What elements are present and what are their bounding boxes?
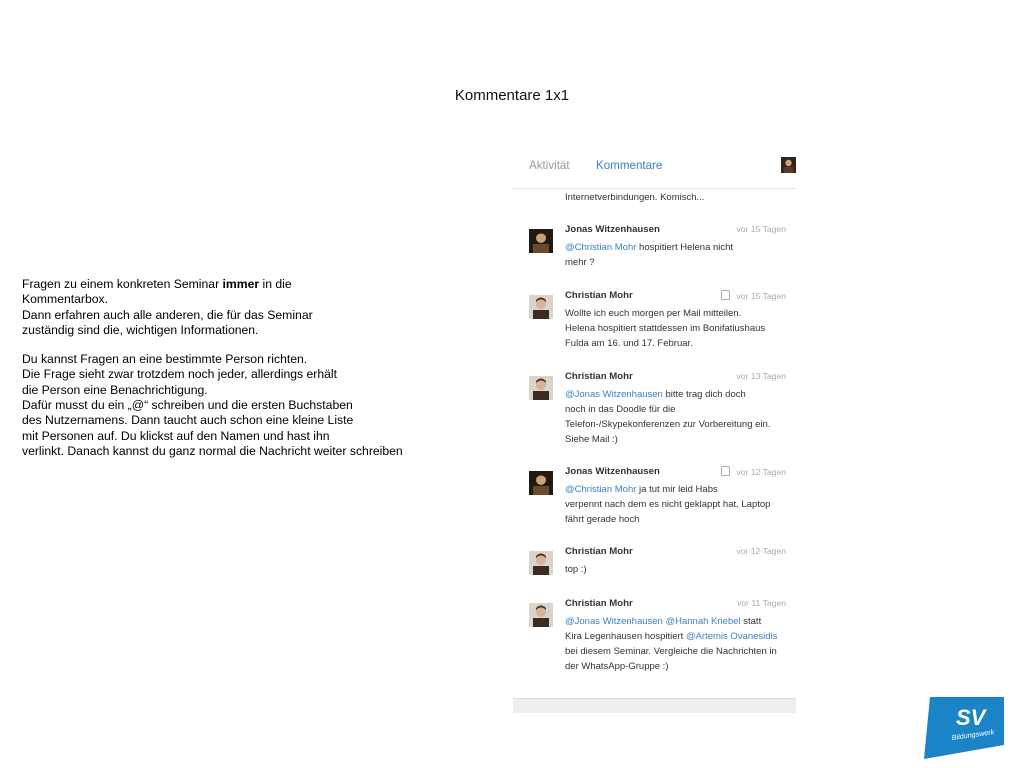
comment-author-avatar[interactable]	[529, 295, 553, 319]
sv-bildungswerk-logo	[922, 697, 1004, 759]
tab-bar	[513, 150, 796, 189]
comment-text: Wollte ich euch morgen per Mail mitteilen. Helena hospitiert stattdessen im Bonifatiushaus Fulda am 16. und 17. Februar.	[565, 308, 766, 349]
svg-text:SV: SV	[956, 705, 986, 730]
comment-author-avatar[interactable]	[529, 229, 553, 253]
comment-author-avatar[interactable]	[529, 603, 553, 627]
comment-author-name[interactable]: Christian Mohr	[565, 290, 633, 301]
comment-text: @Christian Mohr ja tut mir leid Habs verpennt nach dem es nicht geklappt hat. Laptop fährt gerade hoch	[565, 484, 771, 525]
comment-timestamp: vor 15 Tagen	[721, 290, 786, 301]
explanation-line: zuständig sind die, wichtigen Informationen.	[22, 322, 259, 337]
explanation-line: Die Frage sieht zwar trotzdem noch jeder, allerdings erhält	[22, 367, 337, 382]
panel-bottom-bar	[513, 698, 796, 713]
mention-link[interactable]: @Christian Mohr	[565, 484, 637, 495]
svg-text:Bildungswerk: Bildungswerk	[951, 727, 995, 743]
user-avatar[interactable]	[781, 157, 796, 173]
truncated-comment-text: Internetverbindungen. Komisch...	[565, 192, 705, 203]
tab-activity[interactable]: Aktivität	[529, 159, 570, 172]
comment-author-avatar[interactable]	[529, 471, 553, 495]
comment-timestamp: vor 15 Tagen	[736, 224, 786, 234]
comment-author-name[interactable]: Jonas Witzenhausen	[565, 466, 660, 477]
explanation-line: verlinkt. Danach kannst du ganz normal die Nachricht weiter schreiben	[22, 443, 403, 458]
comment-author-avatar[interactable]	[529, 551, 553, 575]
explanation-line: Du kannst Fragen an eine bestimmte Person richten.	[22, 352, 308, 367]
comment-timestamp: vor 11 Tagen	[737, 598, 786, 608]
comment-author-name[interactable]: Christian Mohr	[565, 546, 633, 557]
explanation-text	[22, 277, 442, 473]
edit-icon[interactable]	[721, 290, 730, 300]
comments-panel	[513, 150, 796, 713]
explanation-line: Dafür musst du ein „@“ schreiben und die ersten Buchstaben	[22, 398, 353, 413]
comment-text: @Jonas Witzenhausen @Hannah Kriebel statt Kira Legenhausen hospitiert @Artemis Ovanesidis bei diesem Seminar. Vergleiche die Nachrichten in der WhatsApp-Gruppe :)	[565, 616, 778, 672]
comment-timestamp: vor 12 Tagen	[736, 546, 786, 556]
mention-link[interactable]: @Jonas Witzenhausen	[565, 616, 663, 627]
explanation-paragraph-2	[22, 352, 442, 459]
comment-text: @Christian Mohr hospitiert Helena nicht mehr ?	[565, 242, 734, 268]
comment-author-name[interactable]: Christian Mohr	[565, 598, 633, 609]
explanation-line: mit Personen auf. Du klickst auf den Namen und hast ihn	[22, 428, 330, 443]
explanation-paragraph-1	[22, 277, 442, 338]
emphasis-text: immer	[222, 277, 260, 291]
explanation-line: Dann erfahren auch alle anderen, die für das Seminar	[22, 307, 313, 322]
edit-icon[interactable]	[721, 466, 730, 476]
mention-link[interactable]: @Christian Mohr	[565, 242, 637, 253]
comment-author-avatar[interactable]	[529, 376, 553, 400]
comment-text: top :)	[565, 564, 587, 575]
comment-text: @Jonas Witzenhausen bitte trag dich doch noch in das Doodle für die Telefon-/Skypekonferenzen zur Vorbereitung ein. Siehe Mail :)	[565, 389, 771, 445]
comment-timestamp: vor 12 Tagen	[721, 466, 786, 477]
explanation-line: Kommentarbox.	[22, 292, 109, 307]
explanation-line: des Nutzernamens. Dann taucht auch schon eine kleine Liste	[22, 413, 354, 428]
mention-link[interactable]: @Artemis Ovanesidis	[685, 631, 778, 642]
comment-author-name[interactable]: Christian Mohr	[565, 371, 633, 382]
comment-author-name[interactable]: Jonas Witzenhausen	[565, 224, 660, 235]
slide-title: Kommentare 1x1	[454, 87, 570, 104]
explanation-line: die Person eine Benachrichtigung.	[22, 382, 208, 397]
explanation-line: Fragen zu einem konkreten Seminar immer in die	[22, 277, 292, 291]
mention-link[interactable]: @Hannah Kriebel	[665, 616, 741, 627]
tab-comments[interactable]: Kommentare	[596, 159, 663, 172]
mention-link[interactable]: @Jonas Witzenhausen	[565, 389, 663, 400]
comment-timestamp: vor 13 Tagen	[736, 371, 786, 381]
